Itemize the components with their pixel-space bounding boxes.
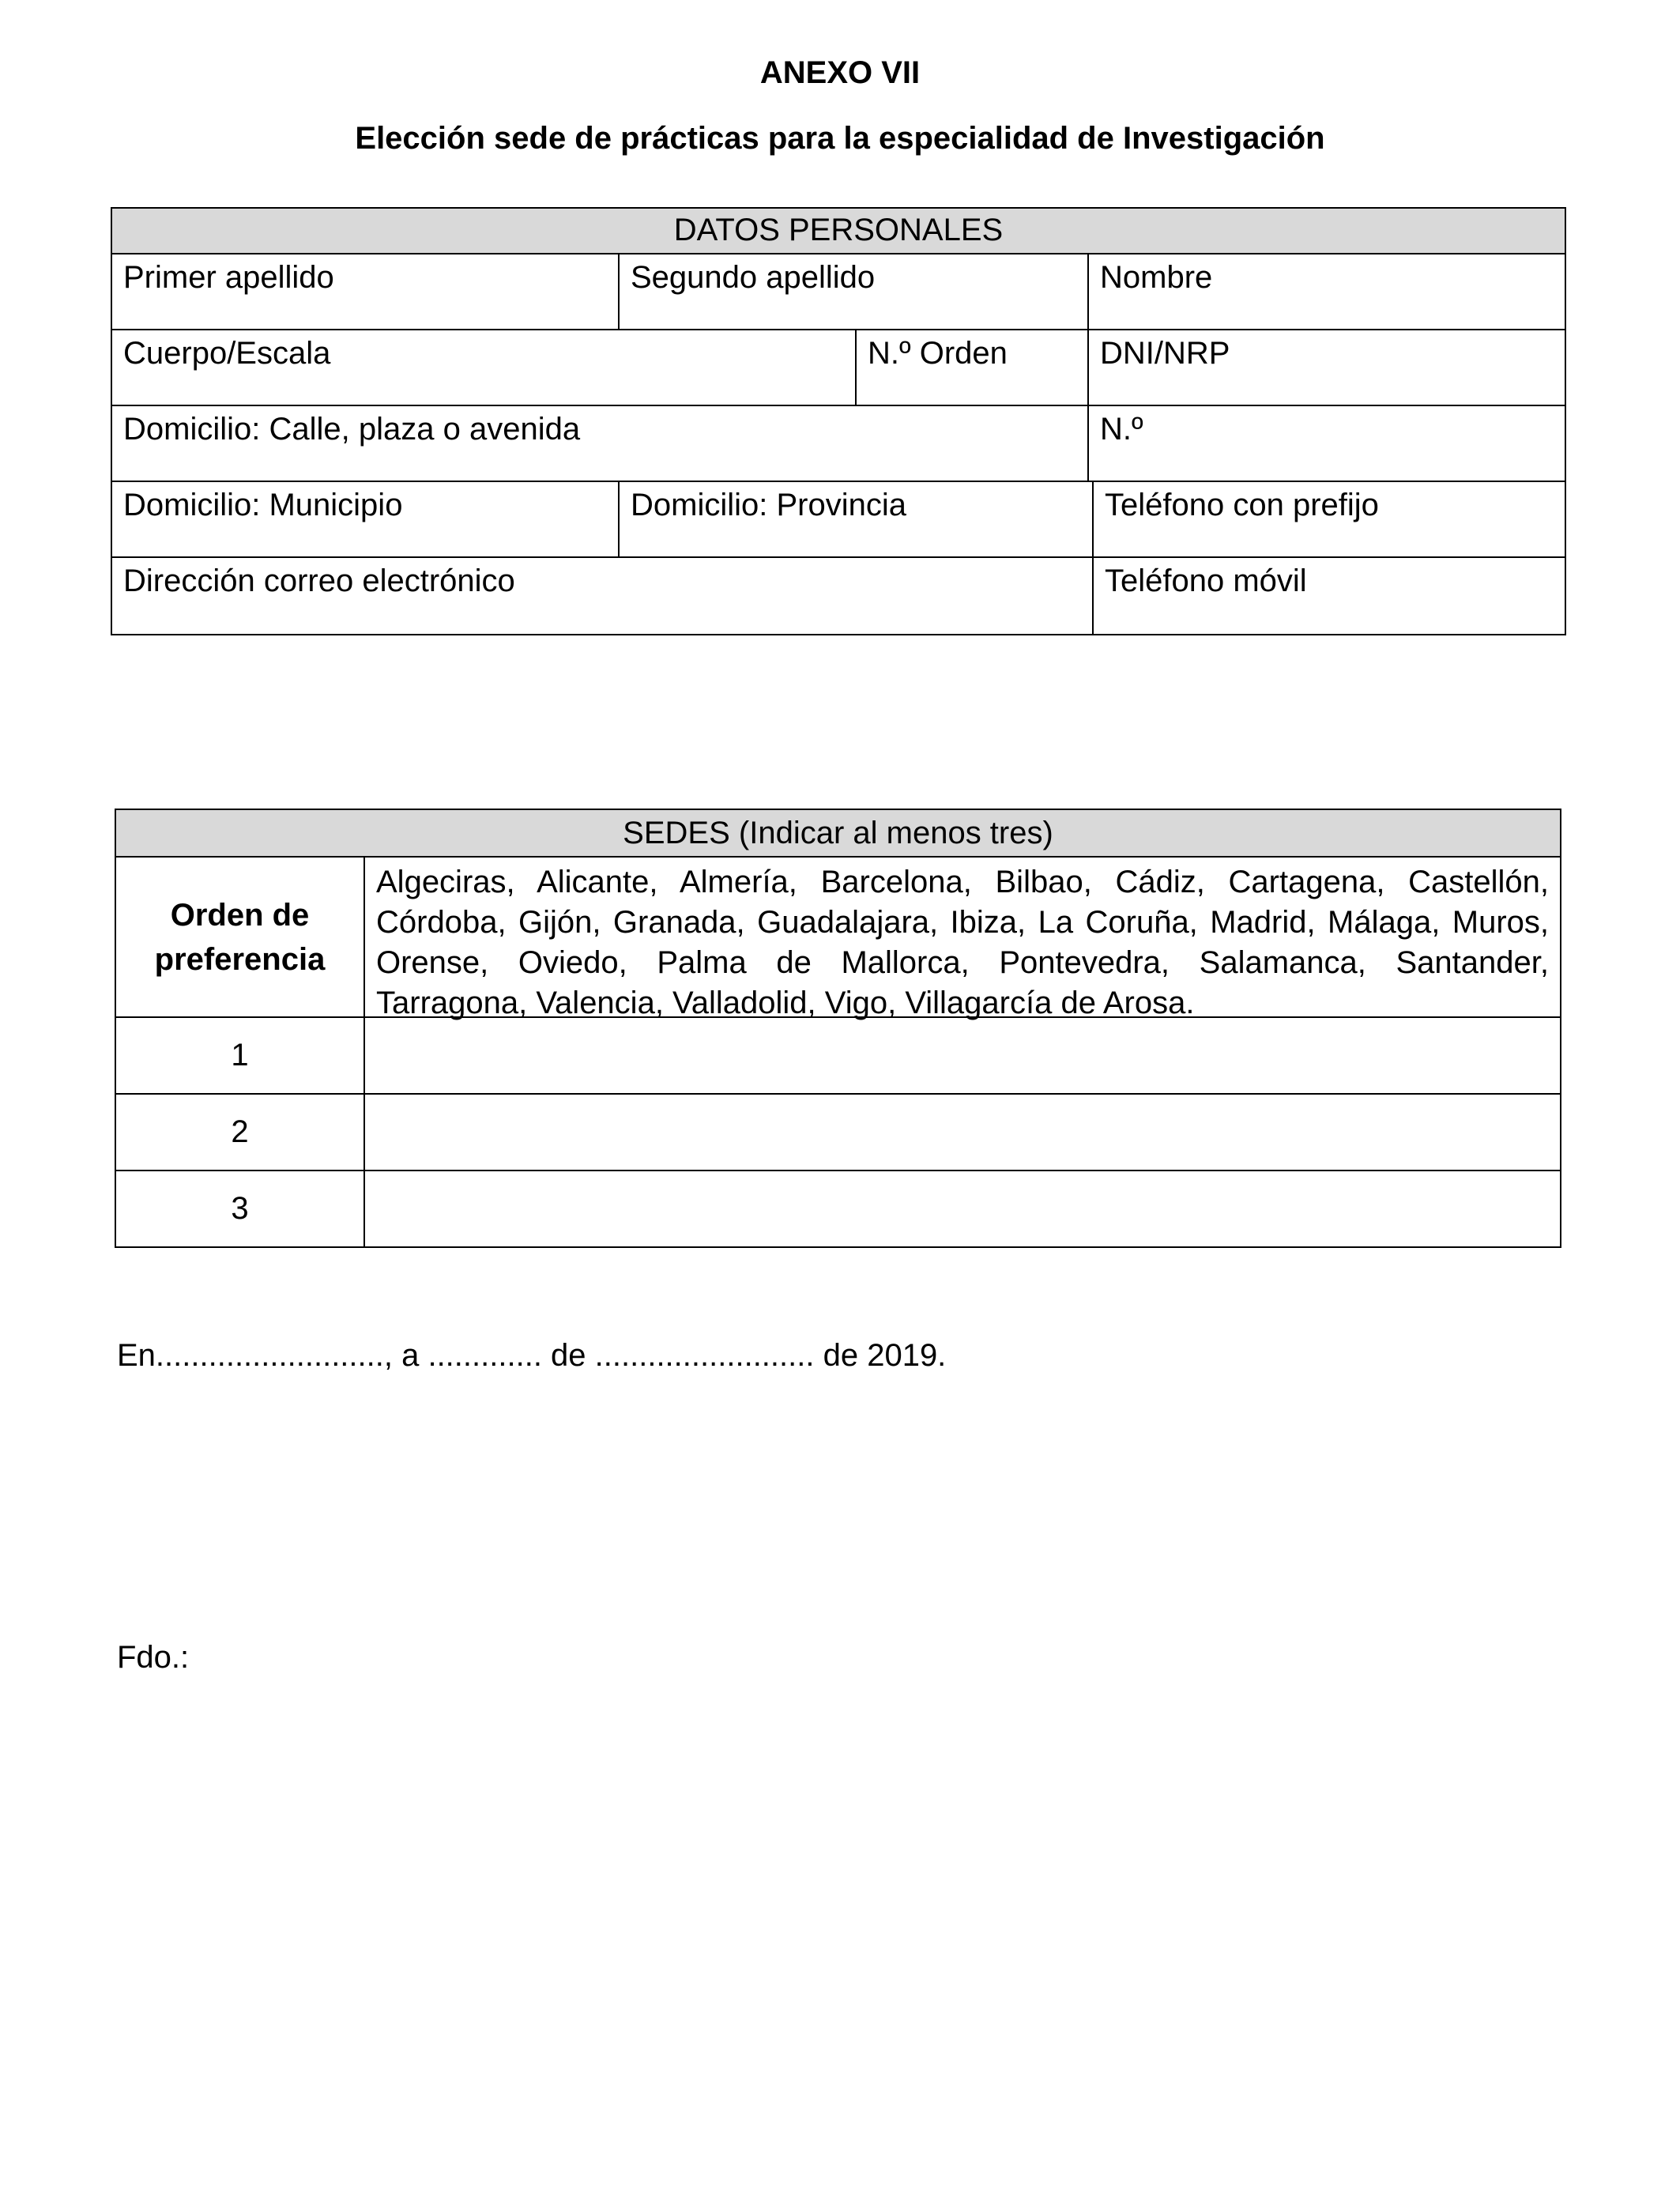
domicilio-provincia-field[interactable]: Domicilio: Provincia <box>618 481 1094 558</box>
preference-number-2: 2 <box>115 1093 365 1171</box>
date-line: En.........................., a ............. de ......................... de 2019. <box>117 1338 947 1373</box>
orden-preferencia-text: Orden de preferencia <box>154 897 326 977</box>
telefono-movil-field[interactable]: Teléfono móvil <box>1092 556 1566 635</box>
preference-input-2[interactable] <box>363 1093 1561 1171</box>
cuerpo-escala-field[interactable]: Cuerpo/Escala <box>111 329 857 406</box>
correo-electronico-field[interactable]: Dirección correo electrónico <box>111 556 1094 635</box>
primer-apellido-field[interactable]: Primer apellido <box>111 253 620 330</box>
preference-number-3: 3 <box>115 1170 365 1248</box>
domicilio-municipio-field[interactable]: Domicilio: Municipio <box>111 481 620 558</box>
orden-preferencia-label <box>115 856 365 1018</box>
dni-nrp-field[interactable]: DNI/NRP <box>1087 329 1566 406</box>
domicilio-calle-field[interactable]: Domicilio: Calle, plaza o avenida <box>111 405 1089 482</box>
preference-input-1[interactable] <box>363 1016 1561 1095</box>
n-orden-field[interactable]: N.º Orden <box>855 329 1089 406</box>
domicilio-numero-field[interactable]: N.º <box>1087 405 1566 482</box>
preference-number-1: 1 <box>115 1016 365 1095</box>
nombre-field[interactable]: Nombre <box>1087 253 1566 330</box>
signature-label: Fdo.: <box>117 1640 190 1675</box>
personal-data-header: DATOS PERSONALES <box>111 207 1566 254</box>
sedes-city-list: Algeciras, Alicante, Almería, Barcelona, Bilbao, Cádiz, Cartagena, Castellón, Córdoba, Gijón, Granada, Guadalajara, Ibiza, La Coruña, Madrid, Málaga, Muros, Orense, Oviedo, Palma de Mallorca, Pontevedra, Salamanca, Santander, Tarragona, Valencia, Valladolid, Vigo, Villagarcía de Arosa. <box>363 856 1561 1018</box>
telefono-prefijo-field[interactable]: Teléfono con prefijo <box>1092 481 1566 558</box>
segundo-apellido-field[interactable]: Segundo apellido <box>618 253 1089 330</box>
page-subtitle: Elección sede de prácticas para la especialidad de Investigación <box>355 121 1325 156</box>
preference-input-3[interactable] <box>363 1170 1561 1248</box>
sedes-header: SEDES (Indicar al menos tres) <box>115 809 1561 858</box>
page-title: ANEXO VII <box>759 55 921 90</box>
